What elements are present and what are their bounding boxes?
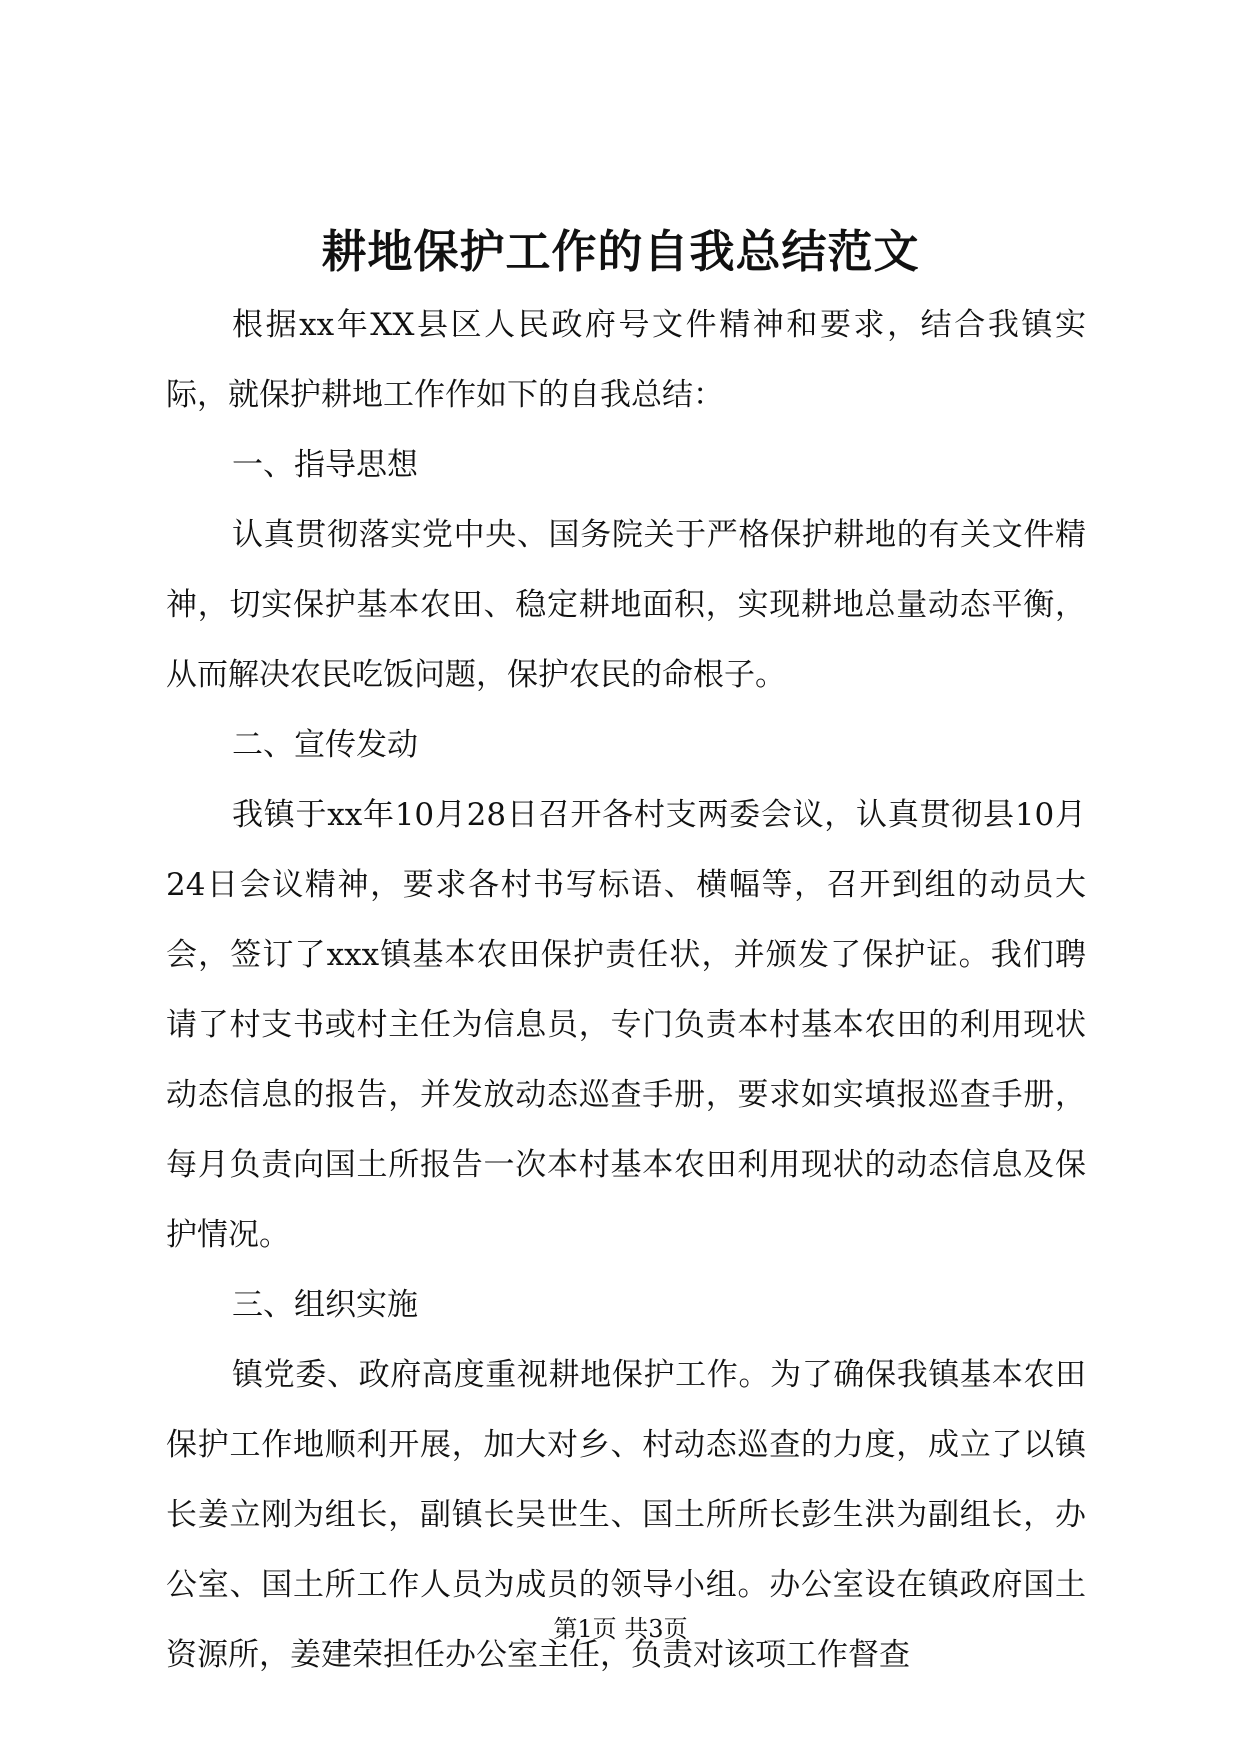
- document-body: [166, 290, 1086, 1690]
- section-heading-publicity: 二、宣传发动: [232, 727, 418, 763]
- document-title: 耕地保护工作的自我总结范文: [321, 225, 920, 278]
- section-heading-guiding-ideology: 一、指导思想: [232, 447, 418, 483]
- paragraph-implementation: 镇党委、政府高度重视耕地保护工作。为了确保我镇基本农田保护工作地顺利开展，加大对乡、村动态巡查的力度，成立了以镇长姜立刚为组长，副镇长吴世生、国土所所长彭生洪为副组长，办公室、国土所工作人员为成员的领导小组。办公室设在镇政府国土资源所，姜建荣担任办公室主任，负责对该项工作督查: [166, 1357, 1086, 1673]
- section-heading-implementation: 三、组织实施: [232, 1287, 418, 1323]
- paragraph-guiding-ideology: 认真贯彻落实党中央、国务院关于严格保护耕地的有关文件精神，切实保护基本农田、稳定耕地面积，实现耕地总量动态平衡，从而解决农民吃饭问题，保护农民的命根子。: [166, 517, 1086, 693]
- paragraph-intro: 根据xx年XX县区人民政府号文件精神和要求，结合我镇实际，就保护耕地工作作如下的自我总结：: [166, 307, 1086, 413]
- paragraph-publicity: 我镇于xx年10月28日召开各村支两委会议，认真贯彻县10月24日会议精神，要求各村书写标语、横幅等，召开到组的动员大会，签订了xxx镇基本农田保护责任状，并颁发了保护证。我们聘请了村支书或村主任为信息员，专门负责本村基本农田的利用现状动态信息的报告，并发放动态巡查手册，要求如实填报巡查手册，每月负责向国土所报告一次本村基本农田利用现状的动态信息及保护情况。: [166, 797, 1086, 1253]
- page-number-footer: 第1页 共3页: [553, 1615, 688, 1643]
